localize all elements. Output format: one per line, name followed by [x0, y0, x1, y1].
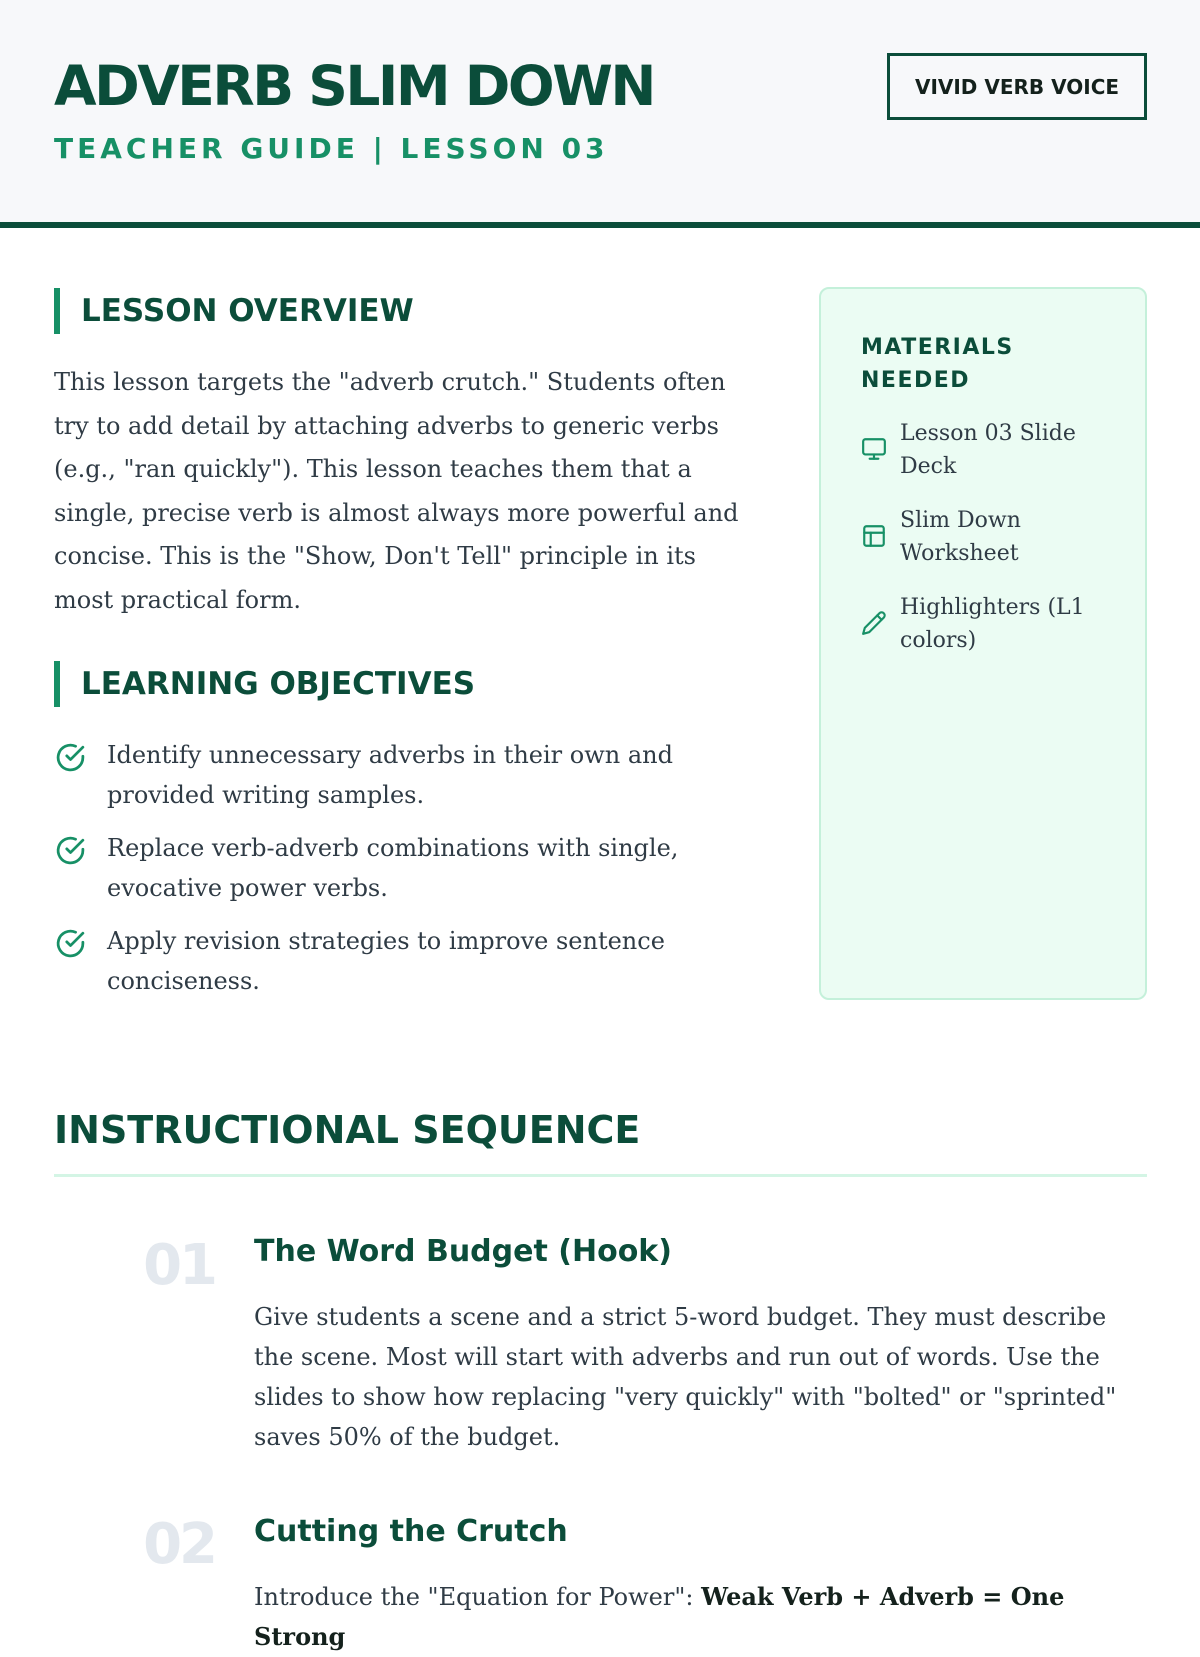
check-circle-icon [54, 834, 87, 867]
materials-panel [819, 287, 1147, 1000]
step-text [254, 1577, 1147, 1657]
lesson-overview-heading: LESSON OVERVIEW [54, 288, 414, 334]
learning-objectives-heading: LEARNING OBJECTIVES [54, 661, 475, 707]
step-text-intro: Introduce the "Equation for Power": [254, 1583, 702, 1611]
page-subtitle: TEACHER GUIDE | LESSON 03 [54, 132, 609, 165]
materials-item [861, 591, 1115, 657]
header [0, 0, 1200, 228]
check-circle-icon [54, 741, 87, 774]
lesson-overview-text: This lesson targets the "adverb crutch." Students often try to add detail by attaching adverbs to generic verbs (e.g., "ran quickly"). This lesson teaches them that a single, precise verb is almost always more powerful and concise. This is the "Show, Don't Tell" principle in its most practical form. [54, 368, 739, 614]
materials-item [861, 417, 1115, 483]
objective-text: Replace verb-adverb combinations with single, evocative power verbs. [107, 834, 679, 902]
materials-item [861, 504, 1115, 570]
step-number: 02 [143, 1512, 215, 1577]
objective-item [54, 921, 774, 1001]
materials-item-label: Lesson 03 Slide Deck [900, 421, 1076, 479]
pencil-icon [861, 610, 887, 636]
step-title: Cutting the Crutch [254, 1514, 568, 1549]
check-circle-icon [54, 927, 87, 960]
page-title: ADVERB SLIM DOWN [54, 54, 654, 118]
instructional-sequence-heading: INSTRUCTIONAL SEQUENCE [54, 1108, 641, 1152]
objective-text: Apply revision strategies to improve sentence conciseness. [107, 927, 665, 995]
objective-item [54, 735, 774, 815]
brand-badge: VIVID VERB VOICE [887, 53, 1147, 120]
materials-item-label: Highlighters (L1 colors) [900, 595, 1085, 653]
objective-item [54, 828, 774, 908]
objectives-list [54, 735, 774, 1014]
step-title: The Word Budget (Hook) [254, 1234, 672, 1269]
section-divider [54, 1174, 1147, 1177]
step-text: Give students a scene and a strict 5-word budget. They must describe the scene. Most will start with adverbs and run out of words. Use the slides to show how replacing "very quickly" with "bolted" or "sprinted" saves 50% of the budget. [254, 1303, 1117, 1451]
step-number: 01 [143, 1233, 215, 1298]
step-text-emphasis: Weak Verb + Adverb = One Strong [254, 1582, 1065, 1651]
objective-text: Identify unnecessary adverbs in their own and provided writing samples. [107, 741, 673, 809]
monitor-icon [861, 436, 887, 462]
materials-item-label: Slim Down Worksheet [900, 508, 1021, 566]
materials-title: MATERIALS NEEDED [861, 335, 1014, 393]
worksheet-icon [861, 523, 887, 549]
